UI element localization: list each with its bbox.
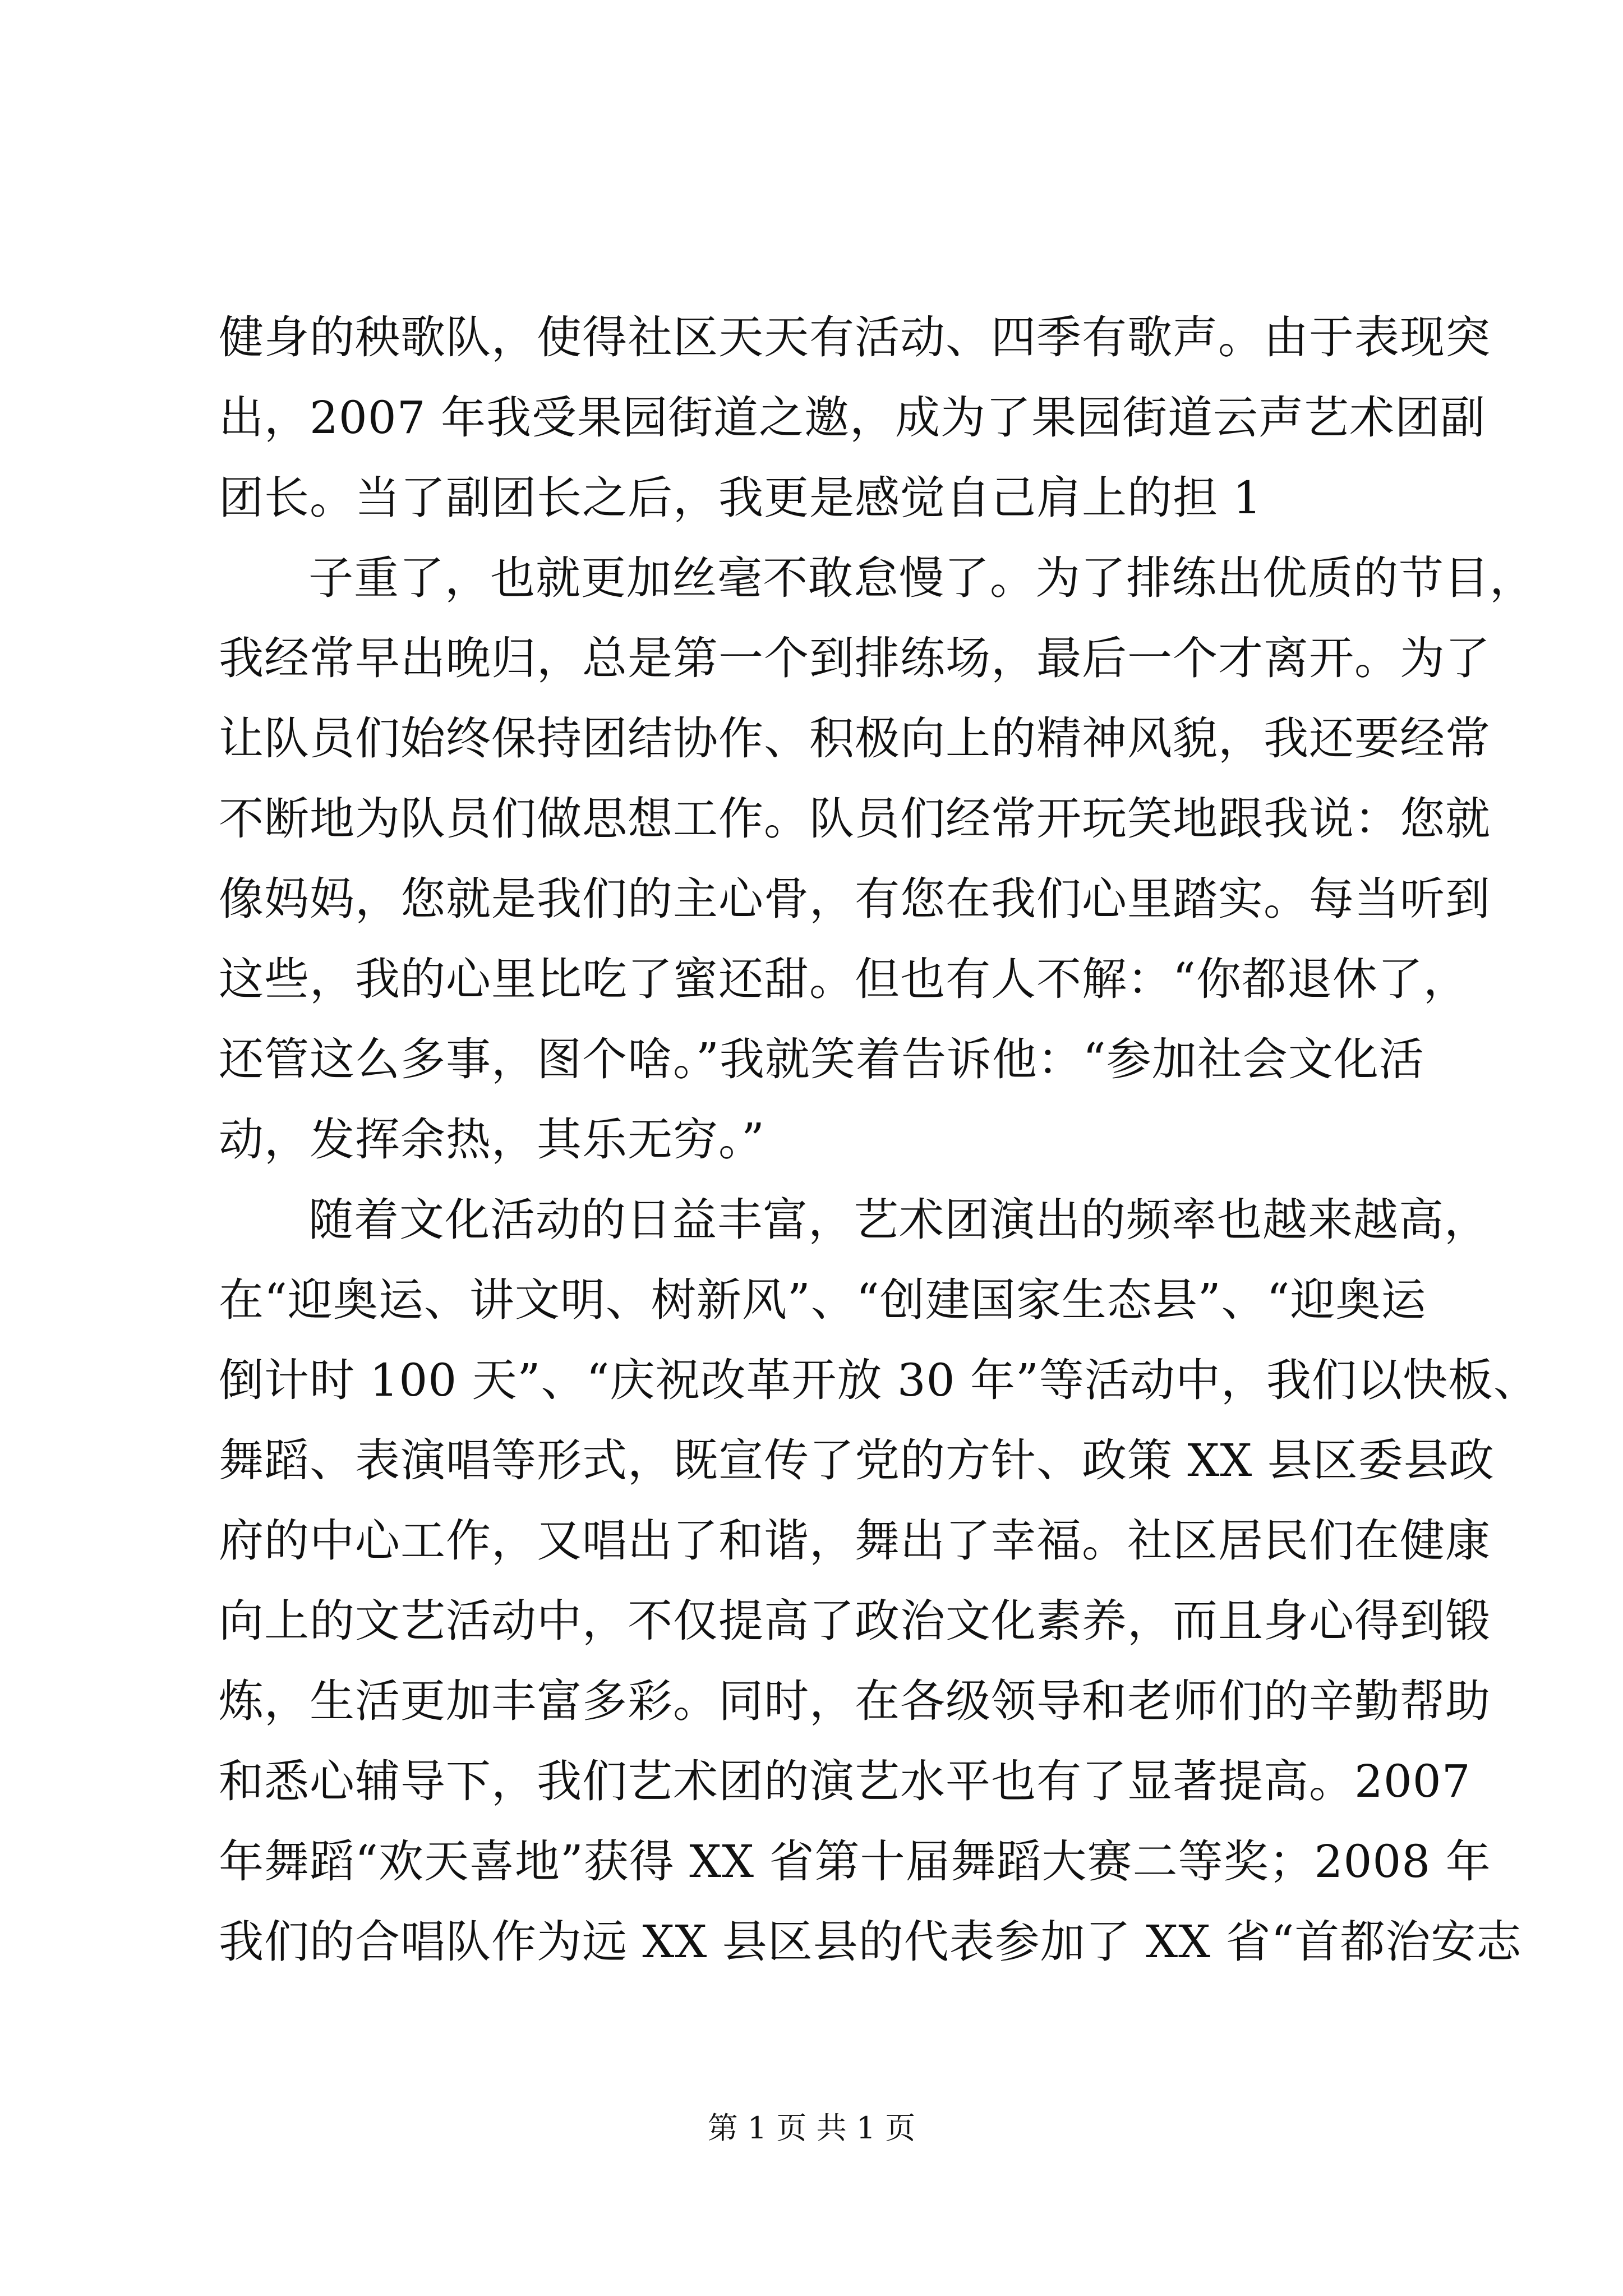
text-line: 出，2007 年我受果园街道之邀，成为了果园街道云声艺术团副	[219, 392, 1486, 444]
text-line: 让队员们始终保持团结协作、积极向上的精神风貌，我还要经常	[219, 712, 1491, 765]
document-body	[219, 297, 1539, 1982]
text-line: 年舞蹈“欢天喜地”获得 XX 省第十届舞蹈大赛二等奖；2008 年	[219, 1835, 1491, 1888]
text-line: 向上的文艺活动中，不仅提高了政治文化素养，而且身心得到锻	[219, 1595, 1491, 1647]
text-line: 倒计时 100 天”、“庆祝改革开放 30 年”等活动中，我们以快板、	[219, 1354, 1539, 1406]
text-line: 还管这么多事，图个啥。”我就笑着告诉他：“参加社会文化活	[219, 1033, 1424, 1085]
text-line: 我经常早出晚归，总是第一个到排练场，最后一个才离开。为了	[219, 632, 1491, 684]
page-number-footer: 第 1 页 共 1 页	[707, 2110, 916, 2146]
text-line: 在“迎奥运、讲文明、树新风”、“创建国家生态县”、“迎奥运	[219, 1274, 1427, 1326]
text-line: 炼，生活更加丰富多彩。同时，在各级领导和老师们的辛勤帮助	[219, 1675, 1491, 1727]
text-line: 团长。当了副团长之后，我更是感觉自己肩上的担 1	[219, 472, 1262, 524]
text-line: 像妈妈，您就是我们的主心骨，有您在我们心里踏实。每当听到	[219, 873, 1491, 925]
text-line: 这些，我的心里比吃了蜜还甜。但也有人不解：“你都退休了，	[219, 953, 1469, 1005]
text-line: 健身的秧歌队，使得社区天天有活动、四季有歌声。由于表现突	[219, 311, 1491, 364]
text-line: 不断地为队员们做思想工作。队员们经常开玩笑地跟我说：您就	[219, 793, 1491, 845]
paragraph-start-line: 随着文化活动的日益丰富，艺术团演出的频率也越来越高，	[308, 1194, 1490, 1246]
text-line: 我们的合唱队作为远 XX 县区县的代表参加了 XX 省“首都治安志	[219, 1916, 1522, 1968]
text-line: 动，发挥余热，其乐无穷。”	[219, 1114, 765, 1166]
text-line: 府的中心工作，又唱出了和谐，舞出了幸福。社区居民们在健康	[219, 1515, 1491, 1567]
text-line: 舞蹈、表演唱等形式，既宣传了党的方针、政策 XX 县区委县政	[219, 1434, 1495, 1487]
text-line: 和悉心辅导下，我们艺术团的演艺水平也有了显著提高。2007	[219, 1755, 1471, 1807]
paragraph-start-line: 子重了，也就更加丝毫不敢怠慢了。为了排练出优质的节目，	[308, 552, 1535, 604]
